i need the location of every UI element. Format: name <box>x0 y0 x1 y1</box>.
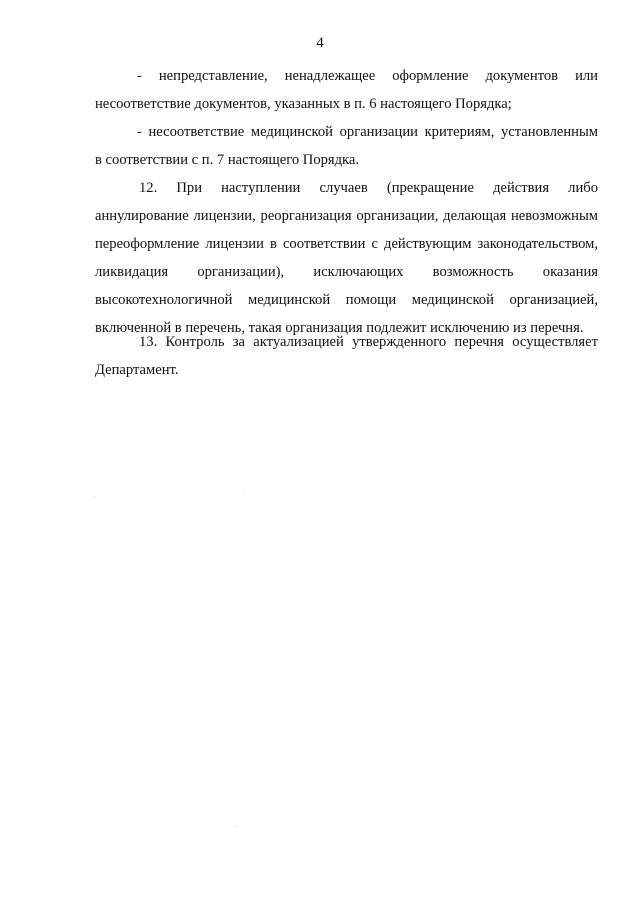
paragraph-line: 12. При наступлении случаев (прекращение действия либо <box>139 180 598 196</box>
paragraph-item-12 <box>95 174 598 342</box>
paragraph-line: - непредставление, ненадлежащее оформление документов или <box>137 68 598 84</box>
paragraph-line: ликвидация организации), исключающих возможность оказания <box>95 264 598 280</box>
paragraph-noncompliance <box>95 118 598 174</box>
paragraph-line: несоответствие документов, указанных в п. 6 настоящего Порядка; <box>95 96 512 112</box>
paragraph-line: в соответствии с п. 7 настоящего Порядка. <box>95 152 360 168</box>
paragraph-line: переоформление лицензии в соответствии с действующим законодательством, <box>95 236 598 252</box>
paragraph-line: Департамент. <box>95 362 179 378</box>
paragraph-line: аннулирование лицензии, реорганизация организации, делающая невозможным <box>95 208 598 224</box>
scan-speck <box>244 492 245 493</box>
paragraph-item-13 <box>95 328 598 384</box>
paragraph-line: включенной в перечень, такая организация подлежит исключению из перечня. <box>95 320 584 336</box>
paragraph-line: 13. Контроль за актуализацией утвержденного перечня осуществляет <box>139 334 598 350</box>
page-number: 4 <box>316 35 324 51</box>
scan-speck <box>94 496 95 497</box>
paragraph-line: высокотехнологичной медицинской помощи медицинской организацией, <box>95 292 598 308</box>
paragraph-nonsubmission <box>95 62 598 118</box>
scan-speck <box>236 826 237 827</box>
paragraph-line: - несоответствие медицинской организации критериям, установленным <box>137 124 598 140</box>
